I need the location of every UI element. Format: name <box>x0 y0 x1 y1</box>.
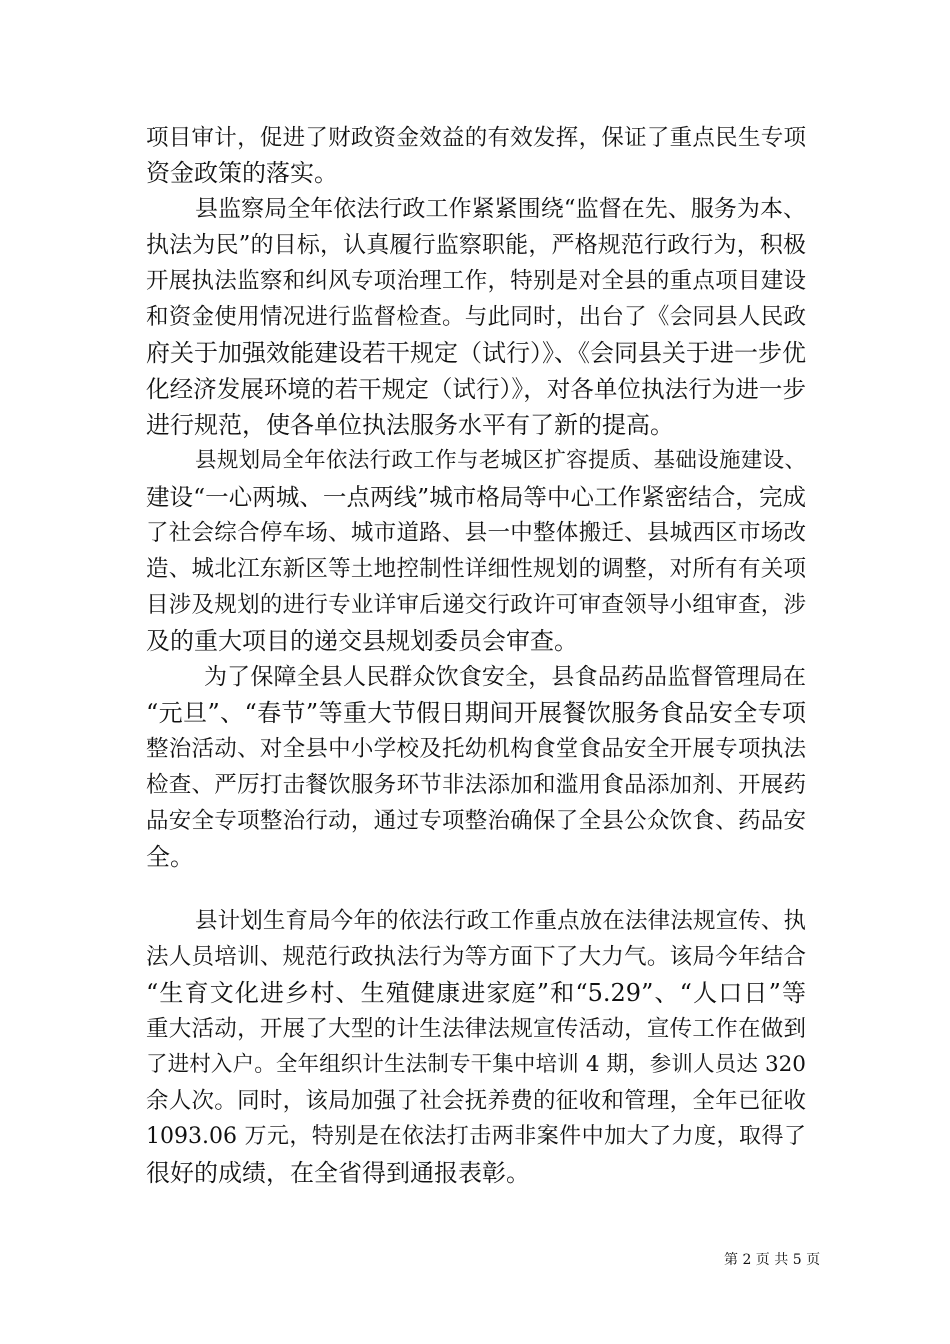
paragraph-line: 检查、严厉打击餐饮服务环节非法添加和滥用食品添加剂、开展药 <box>146 772 806 798</box>
paragraph-line: 县计划生育局今年的依法行政工作重点放在法律法规宣传、执 <box>195 908 806 934</box>
paragraph-line: 资金政策的落实。 <box>146 159 338 187</box>
paragraph-line: 为了保障全县人民群众饮食安全，县食品药品监督管理局在 <box>204 664 806 690</box>
paragraph-line: 县规划局全年依法行政工作与老城区扩容提质、基础设施建设、 <box>195 448 806 473</box>
paragraph-line: 了进村入户。全年组织计生法制专干集中培训 4 期，参训人员达 320 <box>146 1052 806 1077</box>
paragraph-line: 品安全专项整治行动，通过专项整治确保了全县公众饮食、药品安 <box>146 808 806 834</box>
paragraph-line: 很好的成绩，在全省得到通报表彰。 <box>146 1159 530 1187</box>
paragraph-line: 1093.06 万元，特别是在依法打击两非案件中加大了力度，取得了 <box>146 1124 806 1149</box>
paragraph-line: 府关于加强效能建设若干规定（试行）》、《会同县关于进一步优 <box>146 339 806 367</box>
paragraph-line: 项目审计，促进了财政资金效益的有效发挥，保证了重点民生专项 <box>146 125 806 151</box>
paragraph-line: 造、城北江东新区等土地控制性详细性规划的调整，对所有有关项 <box>146 556 806 582</box>
paragraph-line: 化经济发展环境的若干规定（试行）》，对各单位执法行为进一步 <box>146 375 806 403</box>
paragraph-line: 开展执法监察和纠风专项治理工作，特别是对全县的重点项目建设 <box>146 268 806 294</box>
paragraph-line: 余人次。同时，该局加强了社会抚养费的征收和管理，全年已征收 <box>146 1088 806 1114</box>
paragraph-line: “元旦”、“春节”等重大节假日期间开展餐饮服务食品安全专项 <box>146 699 806 727</box>
paragraph-line: 目涉及规划的进行专业详审后递交行政许可审查领导小组审查，涉 <box>146 592 806 618</box>
paragraph-line: 县监察局全年依法行政工作紧紧围绕“监督在先、服务为本、 <box>195 196 806 222</box>
paragraph-line: 全。 <box>146 843 194 871</box>
paragraph-line: 和资金使用情况进行监督检查。与此同时，出台了《会同县人民政 <box>146 304 806 330</box>
paragraph-line: 建设“一心两城、一点两线”城市格局等中心工作紧密结合，完成 <box>146 483 806 511</box>
paragraph-line: 法人员培训、规范行政执法行为等方面下了大力气。该局今年结合 <box>146 944 806 970</box>
paragraph-line: 进行规范，使各单位执法服务水平有了新的提高。 <box>146 411 674 439</box>
paragraph-line: “生育文化进乡村、生殖健康进家庭”和“5.29”、“人口日”等 <box>146 979 806 1007</box>
paragraph-line: 及的重大项目的递交县规划委员会审查。 <box>146 627 578 655</box>
page-number-footer: 第 2 页 共 5 页 <box>724 1252 821 1268</box>
paragraph-line: 整治活动、对全县中小学校及托幼机构食堂食品安全开展专项执法 <box>146 736 806 762</box>
paragraph-line: 执法为民”的目标，认真履行监察职能，严格规范行政行为，积极 <box>146 232 806 258</box>
paragraph-line: 了社会综合停车场、城市道路、县一中整体搬迁、县城西区市场改 <box>146 520 806 546</box>
paragraph-line: 重大活动，开展了大型的计生法律法规宣传活动，宣传工作在做到 <box>146 1016 806 1042</box>
